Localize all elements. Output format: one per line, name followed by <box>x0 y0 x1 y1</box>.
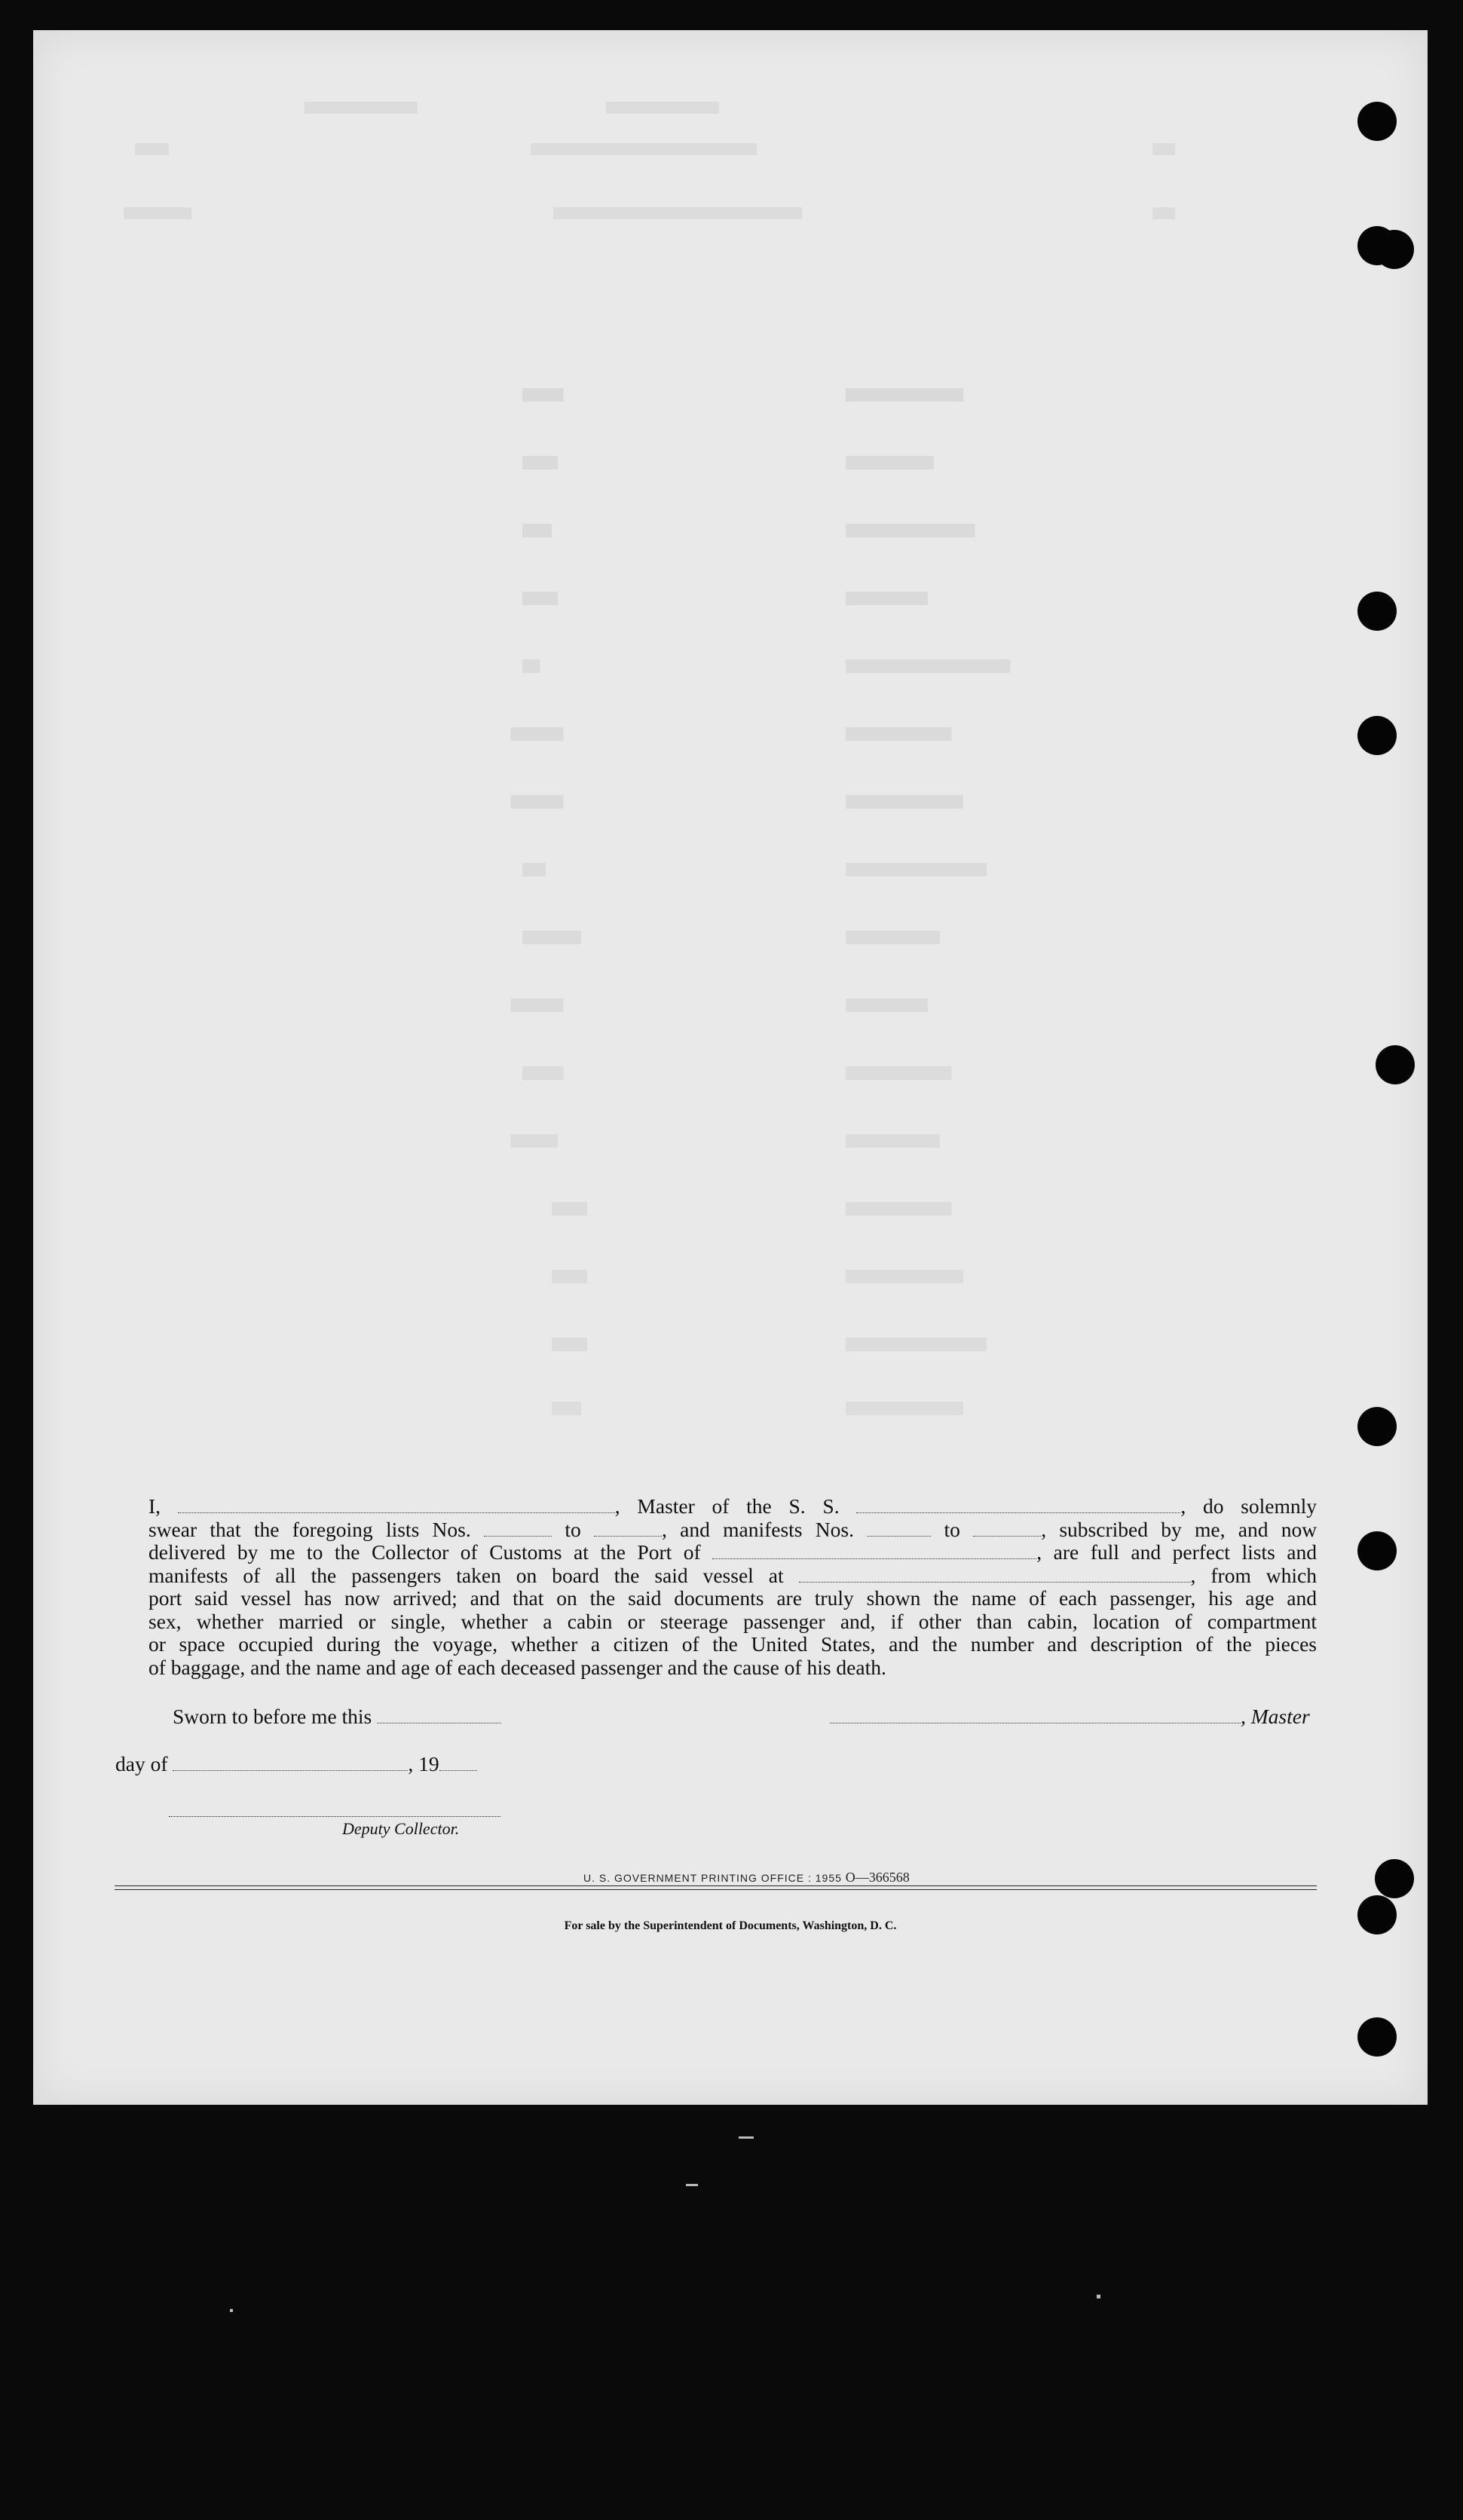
footer-rule <box>115 1885 1317 1886</box>
oath-text: , from which <box>1190 1563 1317 1587</box>
oath-text: , are full and perfect lists and <box>1036 1540 1317 1564</box>
year-blank <box>439 1755 477 1771</box>
day-of-line <box>115 1752 477 1776</box>
scan-speck <box>739 2136 754 2139</box>
name-blank <box>178 1497 615 1513</box>
oath-line <box>148 1495 1317 1518</box>
oath-text: I, <box>148 1494 161 1518</box>
oath-text: , Master of the S. S. <box>614 1494 840 1518</box>
oath-line <box>148 1564 1317 1588</box>
year-label: , 19 <box>408 1752 439 1775</box>
day-of-label: day of <box>115 1752 168 1775</box>
oath-text: to <box>565 1517 581 1541</box>
oath-line: sex, whether married or single, whether a cabin or steerage passenger and, if other than cabin, location of compartment <box>148 1609 1317 1633</box>
punch-hole <box>1357 592 1397 631</box>
gpo-text: U. S. GOVERNMENT PRINTING OFFICE : 1955 <box>583 1872 842 1884</box>
sworn-line <box>173 1705 501 1729</box>
departure-port-blank <box>799 1567 1191 1583</box>
oath-text: swear that the foregoing lists Nos. <box>148 1517 471 1541</box>
list-from-blank <box>484 1521 552 1537</box>
master-label: , Master <box>1241 1705 1310 1728</box>
vessel-blank <box>856 1497 1180 1513</box>
punch-hole <box>1357 2017 1397 2057</box>
scan-speck <box>1097 2295 1100 2298</box>
manifest-from-blank <box>867 1521 931 1537</box>
punch-hole <box>1357 1531 1397 1570</box>
month-blank <box>173 1755 408 1771</box>
manifest-to-blank <box>973 1521 1041 1537</box>
deputy-signature-blank <box>169 1816 500 1817</box>
punch-hole <box>1375 230 1414 269</box>
punch-hole <box>1376 1045 1415 1084</box>
footer-rule <box>115 1889 1317 1890</box>
punch-hole <box>1357 1407 1397 1446</box>
scan-speck <box>686 2184 698 2186</box>
oath-text: manifests of all the passengers taken on board the said vessel at <box>148 1563 784 1587</box>
sworn-label: Sworn to before me this <box>173 1705 372 1728</box>
list-to-blank <box>594 1521 662 1537</box>
master-signature-blank <box>830 1708 1241 1723</box>
scan-speck <box>230 2309 233 2312</box>
for-sale-notice: For sale by the Superintendent of Documents, Washington, D. C. <box>564 1919 897 1932</box>
deputy-collector-label: Deputy Collector. <box>342 1819 460 1838</box>
gpo-number: O—366568 <box>845 1870 910 1885</box>
oath-line <box>148 1518 1317 1542</box>
oath-text: , do solemnly <box>1180 1494 1318 1518</box>
port-blank <box>712 1543 1036 1559</box>
oath-text: to <box>944 1517 960 1541</box>
oath-line: of baggage, and the name and age of each deceased passenger and the cause of his death. <box>148 1655 886 1679</box>
sworn-date-blank <box>377 1708 501 1723</box>
oath-line <box>148 1541 1317 1564</box>
oath-text: , subscribed by me, and now <box>1041 1517 1318 1541</box>
oath-paragraph <box>148 1495 1317 1679</box>
oath-text: , and manifests Nos. <box>661 1517 854 1541</box>
master-signature-line <box>830 1705 1310 1729</box>
punch-hole <box>1357 716 1397 755</box>
punch-hole <box>1375 1859 1414 1898</box>
oath-text: delivered by me to the Collector of Customs at the Port of <box>148 1540 701 1564</box>
oath-line: or space occupied during the voyage, whether a citizen of the United States, and the number and description of the pieces <box>148 1632 1317 1656</box>
oath-line: port said vessel has now arrived; and that on the said documents are truly shown the name of each passenger, his age and <box>148 1586 1317 1610</box>
gpo-imprint <box>583 1870 910 1885</box>
document-page <box>33 30 1428 2105</box>
punch-hole <box>1357 102 1397 141</box>
